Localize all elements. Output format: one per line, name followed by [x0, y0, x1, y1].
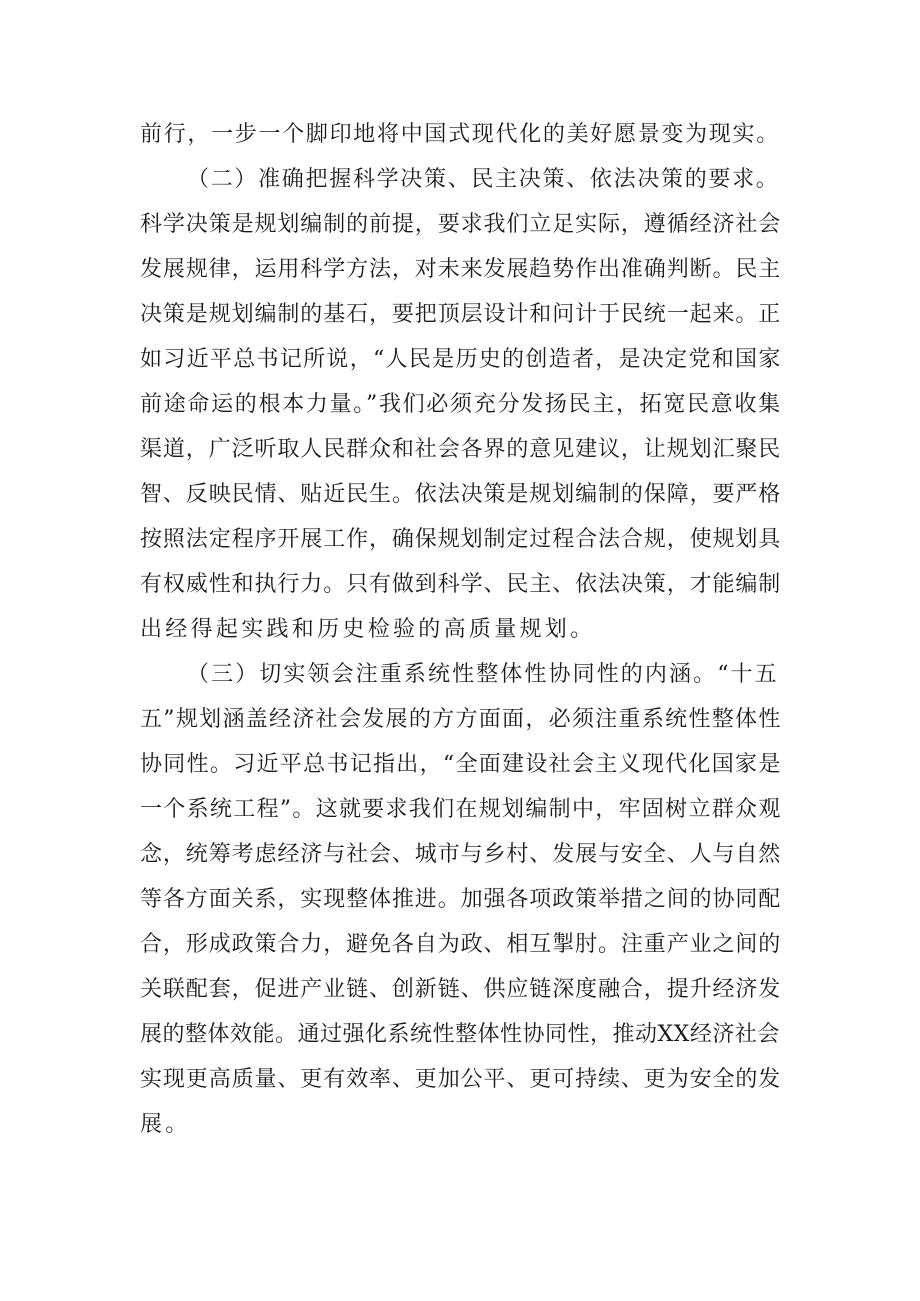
text-line: 前行，一步一个脚印地将中国式现代化的美好愿景变为现实。 [140, 122, 780, 147]
text-line: 关联配套，促进产业链、创新链、供应链深度融合，提升经济发 [140, 977, 782, 1002]
text-line: 有权威性和执行力。只有做到科学、民主、依法决策，才能编制 [140, 572, 782, 597]
text-line: 等各方面关系，实现整体推进。加强各项政策举措之间的协同配 [140, 887, 782, 912]
text-line: 五”规划涵盖经济社会发展的方方面面，必须注重系统性整体性 [140, 707, 782, 732]
text-line: 展的整体效能。通过强化系统性整体性协同性，推动XX经济社会 [140, 1022, 780, 1047]
text-line: 展。 [140, 1112, 191, 1137]
text-line: 智、反映民情、贴近民生。依法决策是规划编制的保障，要严格 [140, 482, 782, 507]
text-line: 念，统筹考虑经济与社会、城市与乡村、发展与安全、人与自然 [140, 842, 782, 867]
text-line: 协同性。习近平总书记指出，“全面建设社会主义现代化国家是 [140, 752, 782, 777]
text-line: 合，形成政策合力，避免各自为政、相互掣肘。注重产业之间的 [140, 932, 782, 957]
text-line: 决策是规划编制的基石，要把顶层设计和问计于民统一起来。正 [140, 302, 782, 327]
text-line: 前途命运的根本力量。”我们必须充分发扬民主，拓宽民意收集 [140, 392, 782, 417]
text-line: 出经得起实践和历史检验的高质量规划。 [140, 617, 596, 642]
text-line: 按照法定程序开展工作，确保规划制定过程合法合规，使规划具 [140, 527, 782, 552]
text-line: 一个系统工程”。这就要求我们在规划编制中，牢固树立群众观 [140, 797, 782, 822]
text-line: 渠道，广泛听取人民群众和社会各界的意见建议，让规划汇聚民 [140, 437, 782, 462]
text-line: 如习近平总书记所说，“人民是历史的创造者，是决定党和国家 [140, 347, 782, 372]
section-heading-2: （二）准确把握科学决策、民主决策、依法决策的要求。 [187, 167, 780, 192]
section-heading-3: （三）切实领会注重系统性整体性协同性的内涵。“十五 [187, 662, 779, 687]
text-line: 发展规律，运用科学方法，对未来发展趋势作出准确判断。民主 [140, 257, 782, 282]
text-line: 实现更高质量、更有效率、更加公平、更可持续、更为安全的发 [140, 1067, 782, 1092]
text-line: 科学决策是规划编制的前提，要求我们立足实际，遵循经济社会 [140, 212, 782, 237]
